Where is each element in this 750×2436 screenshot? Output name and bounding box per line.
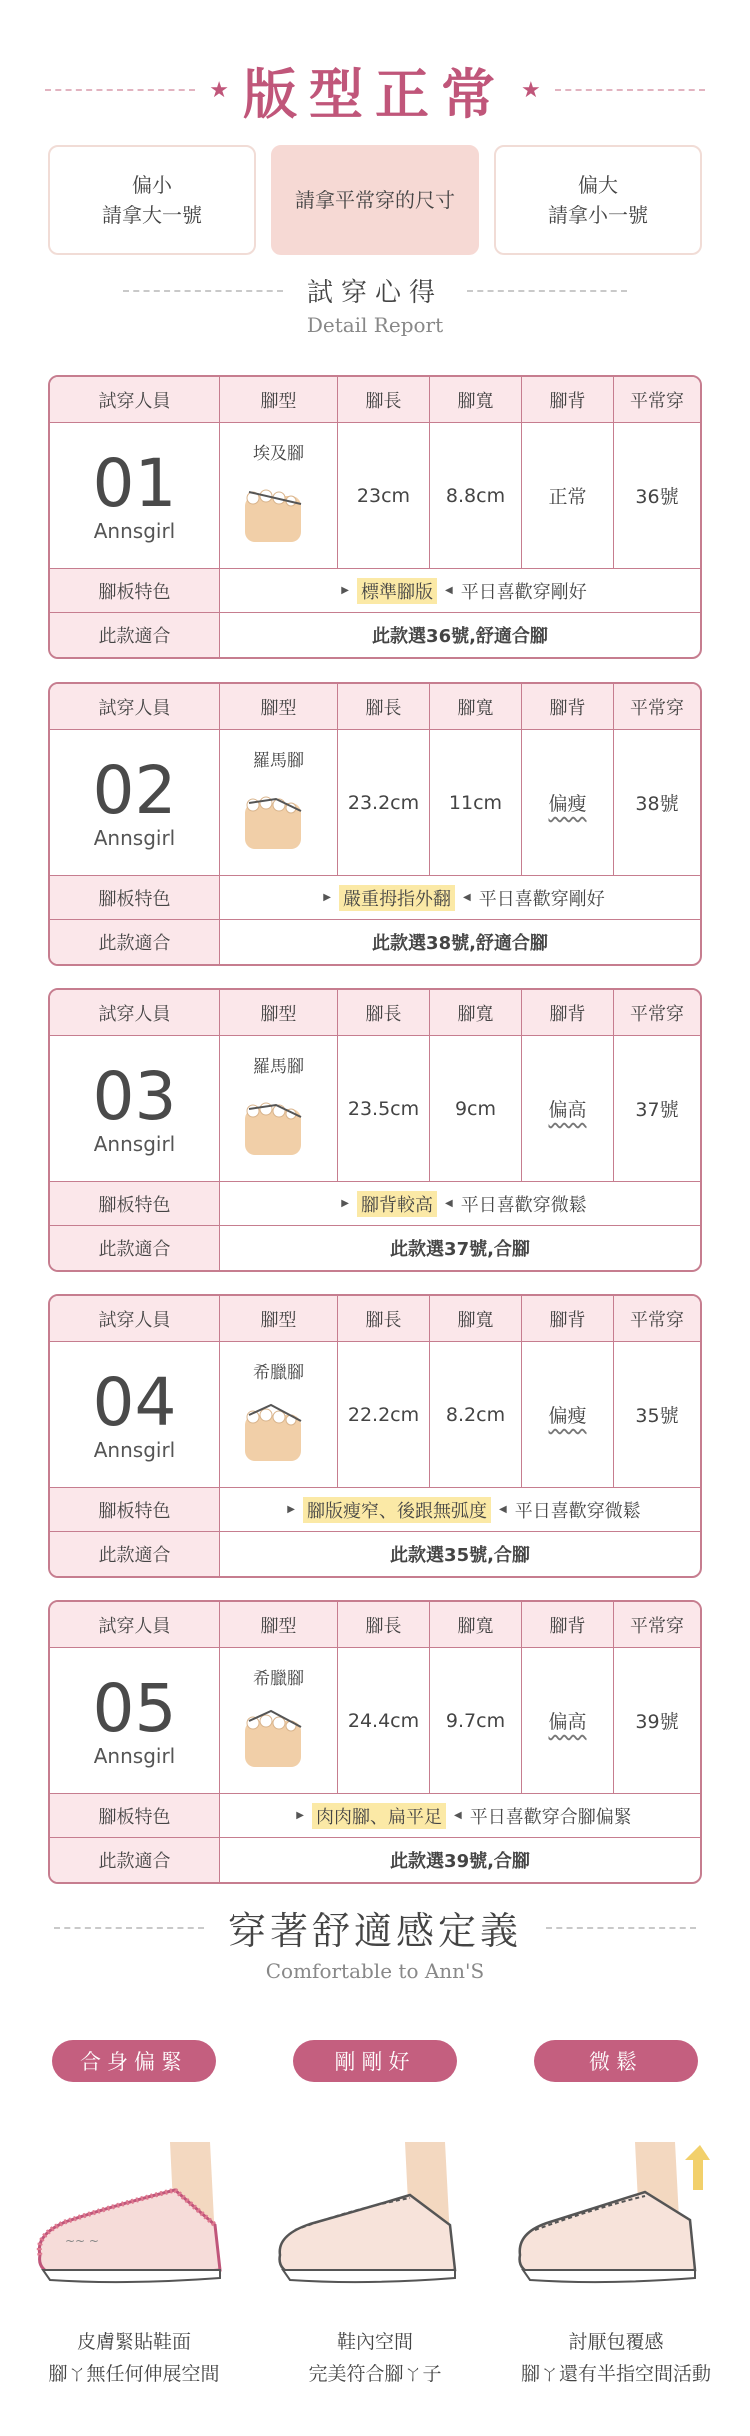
caption-line: 腳ㄚ還有半指空間活動 — [520, 2363, 711, 2385]
triangle-right-icon: ▶ — [323, 892, 331, 903]
table-header-cell: 腳背 — [522, 684, 614, 729]
table-header-cell: 試穿人員 — [50, 377, 220, 422]
table-header-cell: 腳長 — [338, 990, 430, 1035]
table-header-cell: 平常穿 — [630, 390, 684, 412]
tester-id-cell — [50, 1342, 220, 1487]
tester-name: Annsgirl — [93, 518, 176, 543]
fit-options — [48, 145, 702, 255]
table-header-cell: 平常穿 — [630, 1309, 684, 1331]
feature-value — [220, 876, 700, 919]
suit-row — [50, 1838, 700, 1882]
table-header-cell: 平常穿 — [630, 1003, 684, 1025]
fit-shoe-illustration — [265, 2120, 475, 2290]
table-header-cell: 腳背 — [522, 377, 614, 422]
tester-table — [48, 1600, 702, 1884]
feature-value — [220, 569, 700, 612]
foot-width-cell: 8.8cm — [430, 423, 522, 568]
feature-highlight: 肉肉腳、扁平足 — [312, 1803, 446, 1829]
triangle-left-icon: ◀ — [445, 585, 453, 596]
suit-row — [50, 1532, 700, 1576]
foot-type-label: 羅馬腳 — [253, 751, 304, 771]
triangle-left-icon: ◀ — [445, 1198, 453, 1209]
table-header-cell: 試穿人員 — [50, 1296, 220, 1341]
table-header-cell: 試穿人員 — [50, 990, 220, 1035]
tester-name: Annsgirl — [93, 1743, 176, 1768]
foot-type-cell — [220, 1648, 338, 1793]
table-header-cell: 腳背 — [522, 1296, 614, 1341]
foot-length-cell: 23.2cm — [338, 730, 430, 875]
report-title: 試穿心得 — [306, 278, 443, 308]
table-header-cell: 腳長 — [338, 684, 430, 729]
comfort-heading — [0, 1900, 750, 1983]
comfort-title: 穿著舒適感定義 — [227, 1909, 522, 1953]
feature-text: 平日喜歡穿剛好 — [460, 581, 587, 603]
suit-row — [50, 1226, 700, 1270]
tight-shoe-illustration — [25, 2120, 235, 2290]
suit-label: 此款適合 — [50, 1532, 220, 1576]
fit-option-line: 請拿平常穿的尺寸 — [295, 188, 455, 212]
table-header-row — [50, 684, 700, 730]
star-icon: ★ — [521, 77, 541, 103]
table-header-cell: 腳寬 — [430, 684, 522, 729]
table-header-cell: 腳寬 — [430, 990, 522, 1035]
caption-line: 鞋內空間 — [336, 2331, 413, 2353]
foot-icon — [241, 474, 317, 544]
tester-number: 02 — [92, 751, 177, 829]
feature-label: 腳板特色 — [50, 569, 220, 612]
suit-value: 此款選36號,舒適合腳 — [372, 626, 548, 647]
foot-width-cell: 8.2cm — [430, 1342, 522, 1487]
table-header-cell: 腳型 — [220, 1602, 338, 1647]
caption-line: 完美符合腳ㄚ子 — [308, 2363, 442, 2385]
feature-text: 平日喜歡穿合腳偏緊 — [469, 1806, 632, 1828]
feature-highlight: 腳版瘦窄、後跟無弧度 — [303, 1497, 491, 1523]
foot-type-label: 希臘腳 — [253, 1669, 304, 1689]
foot-icon — [241, 1393, 317, 1463]
comfort-fit-caption — [260, 2326, 490, 2390]
instep-cell — [522, 1342, 614, 1487]
feature-text: 平日喜歡穿微鬆 — [514, 1500, 641, 1522]
table-header-cell: 腳長 — [338, 1296, 430, 1341]
feature-label: 腳板特色 — [50, 1794, 220, 1837]
fit-option-line: 請拿小一號 — [548, 203, 648, 227]
suit-value: 此款選35號,合腳 — [390, 1545, 530, 1566]
tester-name: Annsgirl — [93, 825, 176, 850]
table-header-cell: 腳寬 — [430, 1296, 522, 1341]
suit-value: 此款選37號,合腳 — [390, 1239, 530, 1260]
feature-row — [50, 1794, 700, 1838]
tester-number: 04 — [92, 1363, 177, 1441]
fit-option-line: 偏大 — [578, 173, 618, 197]
instep-cell — [522, 423, 614, 568]
feature-highlight: 嚴重拇指外翻 — [339, 885, 455, 911]
feature-label: 腳板特色 — [50, 1182, 220, 1225]
table-header-cell: 腳型 — [220, 1296, 338, 1341]
foot-width-cell: 9cm — [430, 1036, 522, 1181]
usual-size-cell: 39號 — [635, 1711, 679, 1733]
table-header-row — [50, 1602, 700, 1648]
tester-number: 03 — [92, 1057, 177, 1135]
tester-id-cell — [50, 730, 220, 875]
triangle-left-icon: ◀ — [454, 1810, 462, 1821]
table-row — [50, 1342, 700, 1488]
table-header-cell: 腳長 — [338, 377, 430, 422]
instep-cell — [522, 730, 614, 875]
feature-label: 腳板特色 — [50, 876, 220, 919]
foot-length-cell: 23.5cm — [338, 1036, 430, 1181]
feature-text: 平日喜歡穿微鬆 — [460, 1194, 587, 1216]
foot-width-cell: 9.7cm — [430, 1648, 522, 1793]
feature-value — [220, 1488, 700, 1531]
table-row — [50, 423, 700, 569]
suit-label: 此款適合 — [50, 920, 220, 964]
usual-size-cell: 37號 — [635, 1099, 679, 1121]
table-header-cell: 腳型 — [220, 377, 338, 422]
tester-id-cell — [50, 1036, 220, 1181]
usual-size-cell: 35號 — [635, 1405, 679, 1427]
divider — [546, 1927, 696, 1929]
suit-label: 此款適合 — [50, 613, 220, 657]
comfort-loose-caption — [501, 2326, 731, 2390]
tester-table — [48, 988, 702, 1272]
caption-line: 討厭包覆感 — [568, 2331, 664, 2353]
table-header-cell: 試穿人員 — [50, 684, 220, 729]
foot-length-cell: 24.4cm — [338, 1648, 430, 1793]
divider — [123, 290, 283, 292]
feature-row — [50, 1488, 700, 1532]
suit-label: 此款適合 — [50, 1226, 220, 1270]
foot-type-cell — [220, 1342, 338, 1487]
comfort-fit-badge: 剛剛好 — [293, 2040, 457, 2082]
report-subtitle: Detail Report — [306, 313, 444, 337]
suit-value: 此款選38號,舒適合腳 — [372, 933, 548, 954]
instep-value: 正常 — [548, 486, 587, 508]
foot-type-cell — [220, 1036, 338, 1181]
suit-row — [50, 613, 700, 657]
table-header-cell: 腳寬 — [430, 1602, 522, 1647]
comfort-loose-badge: 微鬆 — [534, 2040, 698, 2082]
feature-row — [50, 569, 700, 613]
feature-highlight: 標準腳版 — [357, 578, 437, 604]
table-header-cell: 試穿人員 — [50, 1602, 220, 1647]
fit-option-small — [48, 145, 256, 255]
comfort-tight-caption — [19, 2326, 249, 2390]
foot-icon — [241, 781, 317, 851]
table-header-cell: 腳寬 — [430, 377, 522, 422]
table-header-cell: 腳背 — [522, 1602, 614, 1647]
divider — [45, 89, 195, 91]
divider — [555, 89, 705, 91]
table-header-cell: 平常穿 — [630, 1615, 684, 1637]
usual-size-cell: 38號 — [635, 793, 679, 815]
loose-shoe-illustration — [505, 2120, 715, 2290]
feature-text: 平日喜歡穿剛好 — [478, 888, 605, 910]
tester-table — [48, 375, 702, 659]
fit-option-line: 偏小 — [132, 173, 172, 197]
instep-value: 偏瘦 — [548, 793, 587, 815]
table-row — [50, 1036, 700, 1182]
table-header-cell: 腳型 — [220, 684, 338, 729]
caption-line: 腳ㄚ無任何伸展空間 — [48, 2363, 220, 2385]
feature-row — [50, 1182, 700, 1226]
usual-size-cell: 36號 — [635, 486, 679, 508]
fit-option-line: 請拿大一號 — [102, 203, 202, 227]
triangle-right-icon: ▶ — [341, 585, 349, 596]
feature-label: 腳板特色 — [50, 1488, 220, 1531]
instep-value: 偏高 — [548, 1099, 587, 1121]
instep-value: 偏高 — [548, 1711, 587, 1733]
triangle-right-icon: ▶ — [341, 1198, 349, 1209]
foot-icon — [241, 1699, 317, 1769]
fit-option-normal — [271, 145, 479, 255]
foot-width-cell: 11cm — [430, 730, 522, 875]
table-header-cell: 平常穿 — [630, 697, 684, 719]
tester-number: 01 — [92, 444, 177, 522]
table-header-row — [50, 1296, 700, 1342]
instep-value: 偏瘦 — [548, 1405, 587, 1427]
foot-icon — [241, 1087, 317, 1157]
foot-type-cell — [220, 423, 338, 568]
tester-name: Annsgirl — [93, 1131, 176, 1156]
caption-line: 皮膚緊貼鞋面 — [76, 2331, 191, 2353]
foot-length-cell: 22.2cm — [338, 1342, 430, 1487]
instep-cell — [522, 1036, 614, 1181]
svg-text:~~ ~: ~~ ~ — [65, 2234, 99, 2248]
star-icon: ★ — [209, 77, 229, 103]
table-row — [50, 1648, 700, 1794]
divider — [467, 290, 627, 292]
comfort-tight-badge: 合身偏緊 — [52, 2040, 216, 2082]
tester-number: 05 — [92, 1669, 177, 1747]
triangle-left-icon: ◀ — [463, 892, 471, 903]
feature-value — [220, 1182, 700, 1225]
divider — [54, 1927, 204, 1929]
triangle-right-icon: ▶ — [287, 1504, 295, 1515]
suit-row — [50, 920, 700, 964]
table-header-row — [50, 377, 700, 423]
table-header-cell: 腳長 — [338, 1602, 430, 1647]
report-heading — [0, 272, 750, 337]
foot-length-cell: 23cm — [338, 423, 430, 568]
table-header-row — [50, 990, 700, 1036]
foot-type-label: 埃及腳 — [253, 444, 304, 464]
triangle-left-icon: ◀ — [499, 1504, 507, 1515]
foot-type-label: 羅馬腳 — [253, 1057, 304, 1077]
table-row — [50, 730, 700, 876]
foot-type-cell — [220, 730, 338, 875]
table-header-cell: 腳型 — [220, 990, 338, 1035]
suit-value: 此款選39號,合腳 — [390, 1851, 530, 1872]
triangle-right-icon: ▶ — [296, 1810, 304, 1821]
suit-label: 此款適合 — [50, 1838, 220, 1882]
fit-option-large — [494, 145, 702, 255]
tester-table — [48, 1294, 702, 1578]
tester-name: Annsgirl — [93, 1437, 176, 1462]
comfort-subtitle: Comfortable to Ann'S — [265, 1959, 485, 1983]
instep-cell — [522, 1648, 614, 1793]
feature-value — [220, 1794, 700, 1837]
page-title-row — [0, 55, 750, 125]
page-title: 版型正常 — [243, 62, 507, 126]
feature-highlight: 腳背較高 — [357, 1191, 437, 1217]
tester-id-cell — [50, 423, 220, 568]
tester-table — [48, 682, 702, 966]
foot-type-label: 希臘腳 — [253, 1363, 304, 1383]
tester-id-cell — [50, 1648, 220, 1793]
table-header-cell: 腳背 — [522, 990, 614, 1035]
feature-row — [50, 876, 700, 920]
